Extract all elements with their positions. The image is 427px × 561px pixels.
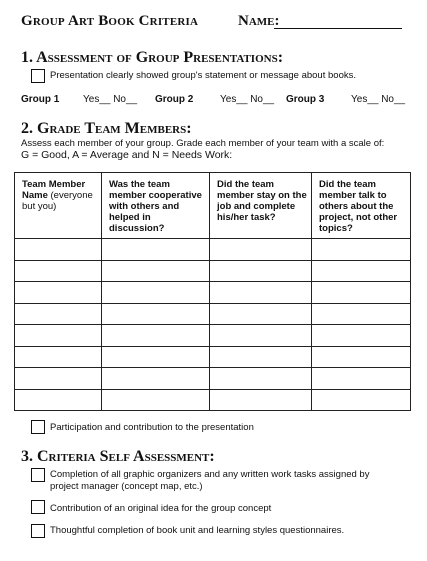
table-cell[interactable]: [312, 368, 411, 390]
self-item2-checkbox[interactable]: [31, 500, 45, 514]
table-cell[interactable]: [102, 346, 210, 368]
table-cell[interactable]: [15, 346, 102, 368]
group1-label: Group 1: [21, 94, 60, 105]
table-row: [15, 282, 411, 304]
section2-heading: 2. Grade Team Members:: [21, 120, 192, 137]
table-cell[interactable]: [210, 346, 312, 368]
self-item3-checkbox[interactable]: [31, 524, 45, 538]
self-item1-checkbox[interactable]: [31, 468, 45, 482]
table-cell[interactable]: [15, 239, 102, 261]
table-cell[interactable]: [210, 389, 312, 411]
table-cell[interactable]: [312, 282, 411, 304]
col-header-cooperative: Was the team member cooperative with others and helped in discussion?: [102, 173, 210, 239]
table-cell[interactable]: [15, 368, 102, 390]
group3-label: Group 3: [286, 94, 325, 105]
table-row: [15, 346, 411, 368]
table-row: [15, 389, 411, 411]
table-cell[interactable]: [312, 389, 411, 411]
presentation-checkbox-label: Presentation clearly showed group's statement or message about books.: [50, 70, 356, 81]
self-item2-label: Contribution of an original idea for the group concept: [50, 503, 272, 514]
table-cell[interactable]: [210, 282, 312, 304]
team-grade-table: [14, 172, 411, 411]
table-row: [15, 303, 411, 325]
participation-checkbox[interactable]: [31, 420, 45, 434]
table-cell[interactable]: [15, 389, 102, 411]
table-cell[interactable]: [312, 239, 411, 261]
participation-checkbox-label: Participation and contribution to the presentation: [50, 422, 254, 433]
table-row: [15, 239, 411, 261]
group2-label: Group 2: [155, 94, 194, 105]
page-title: Group Art Book Criteria: [21, 13, 199, 29]
table-cell[interactable]: [210, 260, 312, 282]
self-item1-label: Completion of all graphic organizers and any written work tasks assigned by project manager (concept map, etc.): [50, 469, 370, 492]
table-cell[interactable]: [102, 260, 210, 282]
section1-heading: 1. Assessment of Group Presentations:: [21, 49, 284, 66]
table-cell[interactable]: [15, 325, 102, 347]
table-cell[interactable]: [102, 303, 210, 325]
presentation-checkbox[interactable]: [31, 69, 45, 83]
table-cell[interactable]: [210, 239, 312, 261]
table-cell[interactable]: [312, 303, 411, 325]
table-cell[interactable]: [312, 260, 411, 282]
table-row: [15, 325, 411, 347]
name-label: Name:: [238, 13, 280, 29]
section2-instructions-line2: G = Good, A = Average and N = Needs Work:: [21, 149, 233, 161]
table-cell[interactable]: [102, 239, 210, 261]
table-row: [15, 260, 411, 282]
table-cell[interactable]: [102, 325, 210, 347]
col-header-member: Team Member Name (everyone but you): [15, 173, 102, 239]
group2-yesno[interactable]: Yes__ No__: [220, 94, 275, 105]
table-cell[interactable]: [102, 368, 210, 390]
section3-heading: 3. Criteria Self Assessment:: [21, 448, 215, 465]
col-header-on-task: Did the team member stay on the job and complete his/her task?: [210, 173, 312, 239]
group3-yesno[interactable]: Yes__ No__: [351, 94, 406, 105]
table-cell[interactable]: [102, 389, 210, 411]
table-cell[interactable]: [15, 260, 102, 282]
name-field-line[interactable]: [274, 28, 402, 29]
table-cell[interactable]: [15, 303, 102, 325]
table-cell[interactable]: [210, 368, 312, 390]
table-cell[interactable]: [312, 346, 411, 368]
table-row: [15, 368, 411, 390]
table-header-row: [15, 173, 411, 239]
col-header-talk: Did the team member talk to others about the project, not other topics?: [312, 173, 411, 239]
self-item3-label: Thoughtful completion of book unit and learning styles questionnaires.: [50, 525, 345, 536]
table-cell[interactable]: [102, 282, 210, 304]
table-cell[interactable]: [210, 325, 312, 347]
section2-instructions-line1: Assess each member of your group. Grade each member of your team with a scale of:: [21, 138, 385, 149]
table-cell[interactable]: [312, 325, 411, 347]
group1-yesno[interactable]: Yes__ No__: [83, 94, 138, 105]
table-cell[interactable]: [210, 303, 312, 325]
table-cell[interactable]: [15, 282, 102, 304]
